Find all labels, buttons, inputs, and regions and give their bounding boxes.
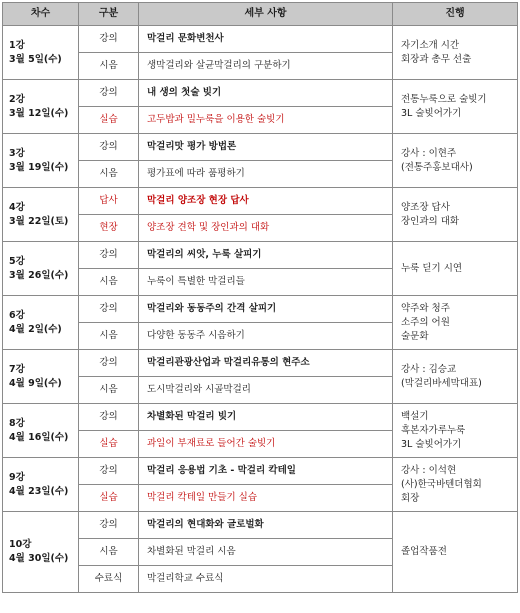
header-row: [3, 3, 518, 26]
session-label: 8강 4월 16일(수): [3, 404, 79, 458]
row-detail: 차별화된 막걸리 빚기: [139, 404, 393, 431]
session-label: 1강 3월 5일(수): [3, 26, 79, 80]
session-progress: 약주와 청주 소주의 어원 술문화: [393, 296, 518, 350]
row-detail: 평가표에 따라 품평하기: [139, 161, 393, 188]
table-row: [3, 296, 518, 323]
session-label: 2강 3월 12일(수): [3, 80, 79, 134]
row-detail: 고두밥과 밀누룩을 이용한 술빚기: [139, 107, 393, 134]
row-type: 수료식: [79, 566, 139, 593]
row-detail: 생막걸리와 살균막걸리의 구분하기: [139, 53, 393, 80]
table-row: [3, 512, 518, 539]
session-label: 10강 4월 30일(수): [3, 512, 79, 593]
row-detail: 막걸리의 씨앗, 누룩 살피기: [139, 242, 393, 269]
session-label: 5강 3월 26일(수): [3, 242, 79, 296]
session-label: 3강 3월 19일(수): [3, 134, 79, 188]
session-progress: 강사 : 이현주 (전통주홍보대사): [393, 134, 518, 188]
row-type: 강의: [79, 512, 139, 539]
row-type: 시음: [79, 53, 139, 80]
row-type: 현장: [79, 215, 139, 242]
session-progress: 양조장 답사 장인과의 대화: [393, 188, 518, 242]
row-type: 시음: [79, 377, 139, 404]
table-row: [3, 80, 518, 107]
row-detail: 막걸리 양조장 현장 답사: [139, 188, 393, 215]
row-type: 강의: [79, 80, 139, 107]
row-detail: 과일이 부재료로 들어간 술빚기: [139, 431, 393, 458]
table-row: [3, 404, 518, 431]
row-detail: 막걸리맛 평가 방법론: [139, 134, 393, 161]
row-type: 시음: [79, 539, 139, 566]
row-detail: 도시막걸리와 시골막걸리: [139, 377, 393, 404]
session-progress: 전통누룩으로 술빚기 3L 술빚어가기: [393, 80, 518, 134]
header-progress: 진행: [393, 3, 518, 26]
row-type: 시음: [79, 323, 139, 350]
session-progress: 졸업작품전: [393, 512, 518, 593]
table-row: [3, 26, 518, 53]
session-progress: 자기소개 시간 회장과 총무 선출: [393, 26, 518, 80]
row-type: 강의: [79, 296, 139, 323]
session-progress: 강사 : 김승교 (막걸리바세막대표): [393, 350, 518, 404]
row-type: 강의: [79, 350, 139, 377]
row-type: 실습: [79, 107, 139, 134]
row-detail: 막걸리학교 수료식: [139, 566, 393, 593]
session-label: 4강 3월 22일(토): [3, 188, 79, 242]
table-row: [3, 134, 518, 161]
header-type: 구분: [79, 3, 139, 26]
row-detail: 차별화된 막걸리 시음: [139, 539, 393, 566]
curriculum-table-wrapper: [2, 2, 517, 593]
curriculum-table: [2, 2, 518, 593]
row-detail: 막걸리의 현대화와 글로벌화: [139, 512, 393, 539]
row-type: 실습: [79, 485, 139, 512]
session-progress: 백설기 흑본자가루누룩 3L 술빚어가기: [393, 404, 518, 458]
row-detail: 막걸리 칵테일 만들기 실습: [139, 485, 393, 512]
session-progress: 누룩 딛기 시연: [393, 242, 518, 296]
row-type: 강의: [79, 134, 139, 161]
header-session: 차수: [3, 3, 79, 26]
session-label: 6강 4월 2일(수): [3, 296, 79, 350]
header-detail: 세부 사항: [139, 3, 393, 26]
table-row: [3, 350, 518, 377]
session-progress: 강사 : 이석현 (사)한국바텐더협회 회장: [393, 458, 518, 512]
table-row: [3, 188, 518, 215]
row-detail: 양조장 견학 및 장인과의 대화: [139, 215, 393, 242]
session-label: 9강 4월 23일(수): [3, 458, 79, 512]
table-row: [3, 242, 518, 269]
curriculum-body: [3, 26, 518, 593]
row-type: 강의: [79, 404, 139, 431]
row-type: 답사: [79, 188, 139, 215]
row-detail: 막걸리와 동동주의 간격 살피기: [139, 296, 393, 323]
row-detail: 내 생의 첫술 빚기: [139, 80, 393, 107]
row-detail: 다양한 동동주 시음하기: [139, 323, 393, 350]
row-type: 강의: [79, 242, 139, 269]
row-type: 시음: [79, 161, 139, 188]
row-detail: 막걸리관광산업과 막걸리유통의 현주소: [139, 350, 393, 377]
row-detail: 막걸리 문화변천사: [139, 26, 393, 53]
row-type: 실습: [79, 431, 139, 458]
row-type: 시음: [79, 269, 139, 296]
row-detail: 누룩이 특별한 막걸리들: [139, 269, 393, 296]
table-row: [3, 458, 518, 485]
session-label: 7강 4월 9일(수): [3, 350, 79, 404]
row-detail: 막걸리 응용법 기초 - 막걸리 칵테일: [139, 458, 393, 485]
row-type: 강의: [79, 26, 139, 53]
row-type: 강의: [79, 458, 139, 485]
